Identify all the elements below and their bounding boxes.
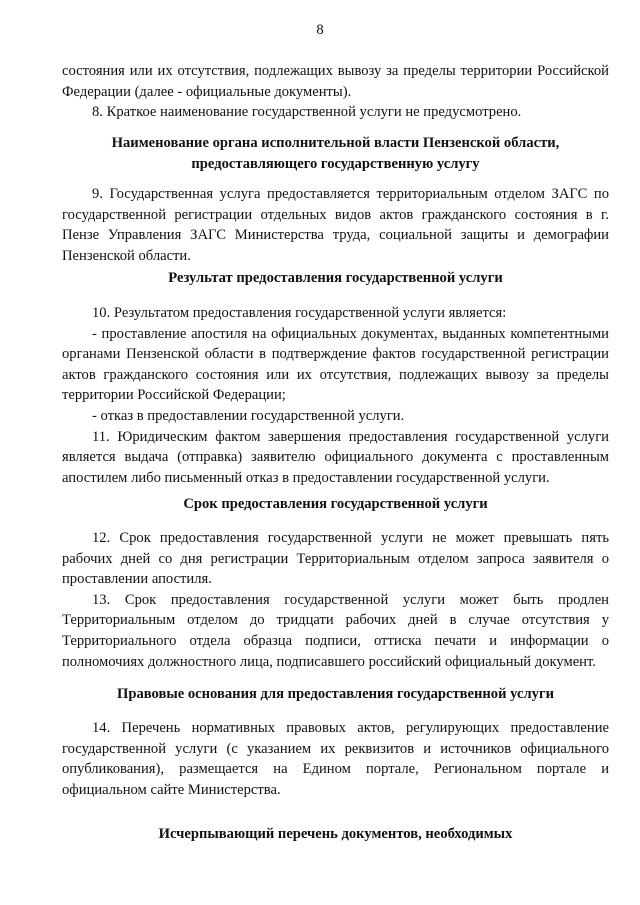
section-heading: Правовые основания для предоставления государственной услуги	[116, 686, 554, 702]
section-term-heading	[62, 494, 609, 515]
list-item: - отказ в предоставлении государственной услуги.	[92, 407, 405, 424]
paragraph-8: 8. Краткое наименование государственной услуги не предусмотрено.	[92, 104, 522, 121]
section-body-content	[62, 184, 609, 266]
page-number: 8	[316, 22, 324, 38]
list-item: - проставление апостиля на официальных документах, выданных компетентными органами Пензенской области в подтверждение фактов государственной регистрации актов гражданского состояния или их отсутствия, подлежащих вывозу за пределы территории Российской Федерации;	[62, 325, 609, 404]
section-legal-content	[62, 718, 609, 800]
section-heading: Срок предоставления государственной услуги	[183, 496, 488, 512]
section-heading: Исчерпывающий перечень документов, необходимых	[158, 826, 513, 842]
section-result-heading	[62, 268, 609, 289]
section-result-content	[62, 303, 609, 488]
paragraph-9: 9. Государственная услуга предоставляется территориальным отделом ЗАГС по государственной регистрации отдельных видов актов гражданского состояния в г. Пензе Управления ЗАГС Министерства труда, социальной защиты и демографии Пензенской области.	[62, 186, 609, 264]
section-heading-line-2: предоставляющего государственную услугу	[191, 155, 480, 172]
section-legal-heading	[62, 684, 609, 705]
section-docs-heading	[62, 824, 609, 845]
paragraph-11: 11. Юридическим фактом завершения предоставления государственной услуги является выдача (отправка) заявителю официального документа с проставленным апостилем либо письменный отказ в предоставлении государственной услуги.	[62, 428, 609, 486]
paragraph-12: 12. Срок предоставления государственной услуги не может превышать пять рабочих дней со дня регистрации Территориальным отделом запроса заявителя о проставлении апостиля.	[62, 530, 609, 588]
paragraph-10: 10. Результатом предоставления государственной услуги является:	[92, 305, 507, 321]
paragraph-continuation: состояния или их отсутствия, подлежащих вывозу за пределы территории Российской Федерации (далее - официальные документы).	[62, 63, 609, 100]
section-body-heading	[62, 133, 609, 174]
section-heading: Результат предоставления государственной услуги	[168, 270, 503, 286]
paragraph-14: 14. Перечень нормативных правовых актов, регулирующих предоставление государственной услуги (с указанием их реквизитов и источников официального опубликования), размещается на Едином портале, Региональном портале и официальном сайте Министерства.	[62, 720, 609, 798]
top-block	[62, 61, 609, 123]
paragraph-13: 13. Срок предоставления государственной услуги может быть продлен Территориальным отделом до тридцати рабочих дней в случае отсутствия у Территориального отдела образца подписи, оттиска печати и информации о полномочиях должностного лица, подписавшего российский официальный документ.	[62, 591, 609, 670]
section-heading-line-1: Наименование органа исполнительной власти Пензенской области,	[111, 135, 560, 151]
section-term-content	[62, 528, 609, 672]
